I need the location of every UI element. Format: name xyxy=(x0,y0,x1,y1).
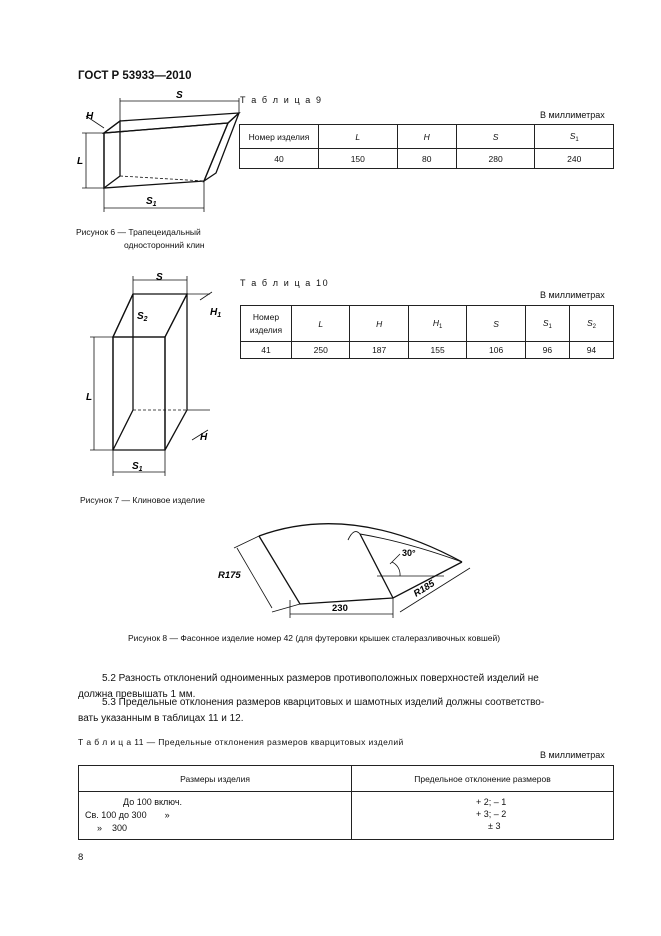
table-11-deviation-cell: + 2; – 1 + 3; – 2 ± 3 xyxy=(352,792,614,840)
fig7-s2-label: $S_2$ xyxy=(137,311,148,323)
paragraph-5-3-line1: 5.3 Предельные отклонения размеров кварцитовых и шамотных изделий должны соответство- xyxy=(102,697,545,708)
table-11-header-size: Размеры изделия xyxy=(79,766,352,792)
paragraph-5-2-line2: должна превышать 1 мм. xyxy=(78,689,196,700)
fig6-l-label: L xyxy=(77,156,84,167)
fig7-h1-label: $H_1$ xyxy=(210,307,222,319)
fig7-h-label: H xyxy=(200,432,208,443)
table-11-caption: Т а б л и ц а 11 — Предельные отклонения размеров кварцитовых изделий xyxy=(78,737,404,747)
table-9-caption: Т а б л и ц а 9 xyxy=(240,95,323,105)
figure-7-drawing xyxy=(80,270,230,480)
table-10-cell: 94 xyxy=(569,342,613,359)
table-10-units: В миллиметрах xyxy=(540,290,605,300)
table-11-units: В миллиметрах xyxy=(540,750,605,760)
figure-6-caption-line1: Рисунок 6 — Трапецеидальный xyxy=(76,227,201,237)
table-10-cell: 250 xyxy=(292,342,350,359)
table-9-header-cell: $S_1$ xyxy=(535,125,614,149)
fig8-angle-label: 30° xyxy=(402,548,416,558)
table-10-cell: 106 xyxy=(467,342,525,359)
table-10-header-cell: $H_1$ xyxy=(408,306,466,342)
table-10-header-cell: Номер изделия xyxy=(241,306,292,342)
figure-6-drawing xyxy=(76,88,246,218)
table-11 xyxy=(78,765,614,840)
table-9-header-cell: L xyxy=(319,125,398,149)
table-10-cell: 187 xyxy=(350,342,408,359)
table-10-header-cell: $S_2$ xyxy=(569,306,613,342)
table-11-header-deviation: Предельное отклонение размеров xyxy=(352,766,614,792)
figure-7-caption: Рисунок 7 — Клиновое изделие xyxy=(80,495,205,505)
table-11-header-row xyxy=(79,766,614,792)
table-9-row xyxy=(240,149,614,169)
table-9-header-cell: Номер изделия xyxy=(240,125,319,149)
table-11-size-cell: До 100 включ. Св. 100 до 300 » » 300 xyxy=(79,792,352,840)
figure-8-drawing xyxy=(212,512,492,622)
table-9-header-row xyxy=(240,125,614,149)
table-9-cell: 80 xyxy=(397,149,456,169)
table-10-header-cell: S xyxy=(467,306,525,342)
fig6-s1-label: $S_1$ xyxy=(146,196,157,208)
table-10 xyxy=(240,305,614,359)
table-11-row xyxy=(79,792,614,840)
table-10-header-cell: L xyxy=(292,306,350,342)
fig7-s1-label: $S_1$ xyxy=(132,461,143,473)
fig8-r185-label: R185 xyxy=(411,578,437,600)
table-9-cell: 150 xyxy=(319,149,398,169)
table-9-cell: 240 xyxy=(535,149,614,169)
table-10-cell: 41 xyxy=(241,342,292,359)
fig7-l-label: L xyxy=(86,392,93,403)
table-9-cell: 280 xyxy=(456,149,535,169)
page-number: 8 xyxy=(78,852,84,863)
table-10-caption: Т а б л и ц а 10 xyxy=(240,278,330,288)
table-9-cell: 40 xyxy=(240,149,319,169)
fig6-s-label: S xyxy=(176,90,183,101)
table-9 xyxy=(239,124,614,169)
table-9-units: В миллиметрах xyxy=(540,110,605,120)
figure-8-caption: Рисунок 8 — Фасонное изделие номер 42 (для футеровки крышек сталеразливочных ковшей) xyxy=(128,633,501,643)
fig6-h-label: H xyxy=(86,111,94,122)
document-header: ГОСТ Р 53933—2010 xyxy=(78,70,192,82)
table-10-cell: 155 xyxy=(408,342,466,359)
table-9-header-cell: H xyxy=(397,125,456,149)
table-10-header-cell: $S_1$ xyxy=(525,306,569,342)
table-10-row xyxy=(241,342,614,359)
table-10-cell: 96 xyxy=(525,342,569,359)
figure-6-caption-line2: односторонний клин xyxy=(124,240,205,250)
table-10-header-row xyxy=(241,306,614,342)
fig8-r175-label: R175 xyxy=(218,570,241,581)
table-10-header-cell: H xyxy=(350,306,408,342)
paragraph-5-3-line2: вать указанным в таблицах 11 и 12. xyxy=(78,713,244,724)
paragraph-5-2-line1: 5.2 Разность отклонений одноименных размеров противоположных поверхностей изделий не xyxy=(102,673,539,684)
table-9-header-cell: S xyxy=(456,125,535,149)
fig8-230-label: 230 xyxy=(332,603,348,614)
fig7-s-label: S xyxy=(156,272,163,283)
